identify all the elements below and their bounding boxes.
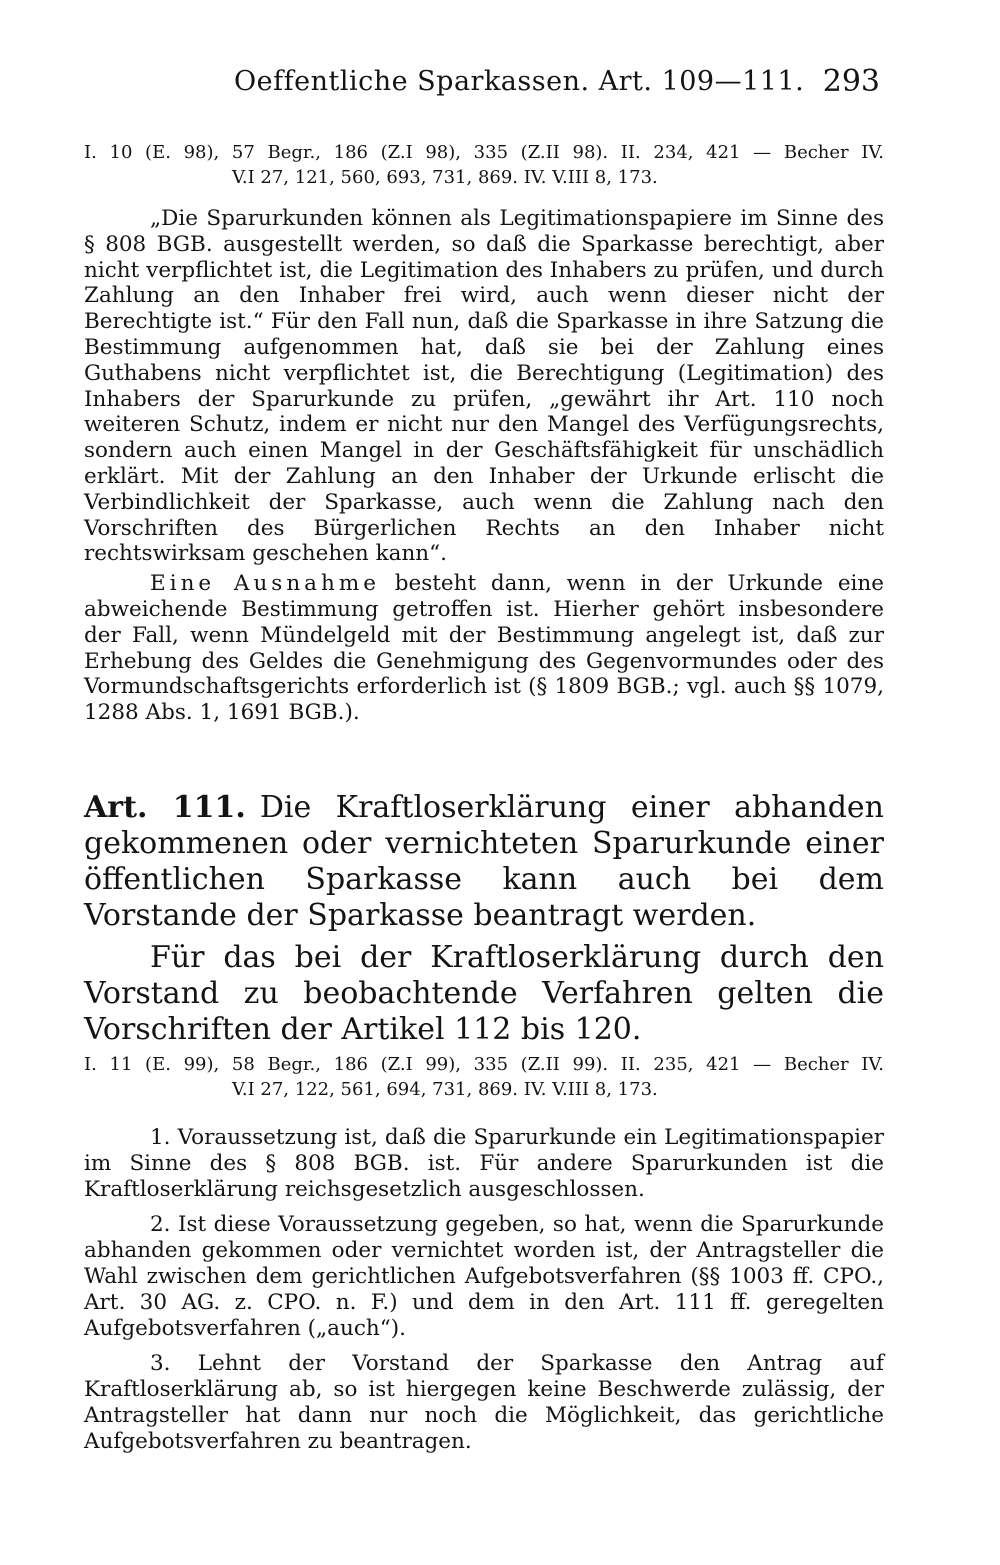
commentary-top xyxy=(84,206,884,726)
running-title: Oeffentliche Sparkassen. Art. 109—111. xyxy=(234,66,805,97)
references-line-2: V.I 27, 122, 561, 694, 731, 869. IV. V.III 8, 173. xyxy=(232,1079,658,1100)
note-2: 2. Ist diese Voraussetzung gegeben, so hat, wenn die Sparurkunde abhanden gekommen oder vernichtet worden ist, der Antragsteller die Wahl zwischen dem gerichtlichen Aufgebotsverfahren (§§ 1003 ff. CPO., Art. 30 AG. z. CPO. n. F.) und dem in den Art. 111 ff. geregelten Aufgebotsverfahren („auch“). xyxy=(84,1212,884,1341)
note-3: 3. Lehnt der Vorstand der Sparkasse den Antrag auf Kraftloserklärung ab, so ist hiergegen keine Beschwerde zulässig, der Antragsteller hat dann nur noch die Möglichkeit, das gerichtliche Aufgebotsverfahren zu beantragen. xyxy=(84,1351,884,1454)
references-article xyxy=(84,1052,884,1102)
article-paragraph-1-text: Die Kraftloserklärung einer abhanden gekommenen oder vernichteten Sparurkunde einer öffentlichen Sparkasse kann auch bei dem Vorstande der Sparkasse beantragt werden. xyxy=(84,790,884,933)
article-label: Art. 111. xyxy=(84,790,246,825)
commentary-paragraph-2-text: besteht dann, wenn in der Urkunde eine abweichende Bestimmung getroffen ist. Hierher gehört insbesondere der Fall, wenn Mündelgeld mit der Bestimmung angelegt ist, daß zur Erhebung des Geldes die Genehmigung des Gegenvormundes oder des Vormundschaftsgerichts erforderlich ist (§ 1809 BGB.; vgl. auch §§ 1079, 1288 Abs. 1, 1691 BGB.). xyxy=(84,571,884,726)
references-line-2: V.I 27, 121, 560, 693, 731, 869. IV. V.III 8, 173. xyxy=(232,167,658,188)
page-header xyxy=(84,62,880,102)
notes xyxy=(84,1125,884,1455)
commentary-paragraph-2 xyxy=(84,571,884,726)
page-number: 293 xyxy=(822,64,880,99)
references-line-1: I. 10 (E. 98), 57 Begr., 186 (Z.I 98), 335 (Z.II 98). II. 234, 421 — Becher IV. xyxy=(84,142,884,163)
emphasis-spaced: Eine Ausnahme xyxy=(150,571,380,597)
note-1: 1. Voraussetzung ist, daß die Sparurkunde ein Legitimationspapier im Sinne des § 808 BGB. ist. Für andere Sparurkunden ist die Kraftloserklärung reichsgesetzlich ausgeschlossen. xyxy=(84,1125,884,1202)
references-top xyxy=(84,140,884,190)
article-111 xyxy=(84,790,884,1048)
references-line-1: I. 11 (E. 99), 58 Begr., 186 (Z.I 99), 335 (Z.II 99). II. 235, 421 — Becher IV. xyxy=(84,1054,884,1075)
commentary-paragraph-1: „Die Sparurkunden können als Legitimationspapiere im Sinne des § 808 BGB. ausgestellt werden, so daß die Sparkasse berechtigt, aber nicht verpflichtet ist, die Legitimation des Inhabers zu prüfen, und durch Zahlung an den Inhaber frei wird, auch wenn dieser nicht der Berechtigte ist.“ Für den Fall nun, daß die Sparkasse in ihre Satzung die Bestimmung aufgenommen hat, daß sie bei der Zahlung eines Guthabens nicht verpflichtet ist, die Berechtigung (Legitimation) des Inhabers der Sparurkunde zu prüfen, „gewährt ihr Art. 110 noch weiteren Schutz, indem er nicht nur den Mangel des Verfügungsrechts, sondern auch einen Mangel in der Geschäftsfähigkeit für unschädlich erklärt. Mit der Zahlung an den Inhaber der Urkunde erlischt die Verbindlichkeit der Sparkasse, auch wenn die Zahlung nach den Vorschriften des Bürgerlichen Rechts an den Inhaber nicht rechtswirksam geschehen kann“. xyxy=(84,206,884,567)
article-paragraph-1 xyxy=(84,790,884,934)
article-paragraph-2: Für das bei der Kraftloserklärung durch den Vorstand zu beobachtende Verfahren gelten die Vorschriften der Artikel 112 bis 120. xyxy=(84,940,884,1047)
